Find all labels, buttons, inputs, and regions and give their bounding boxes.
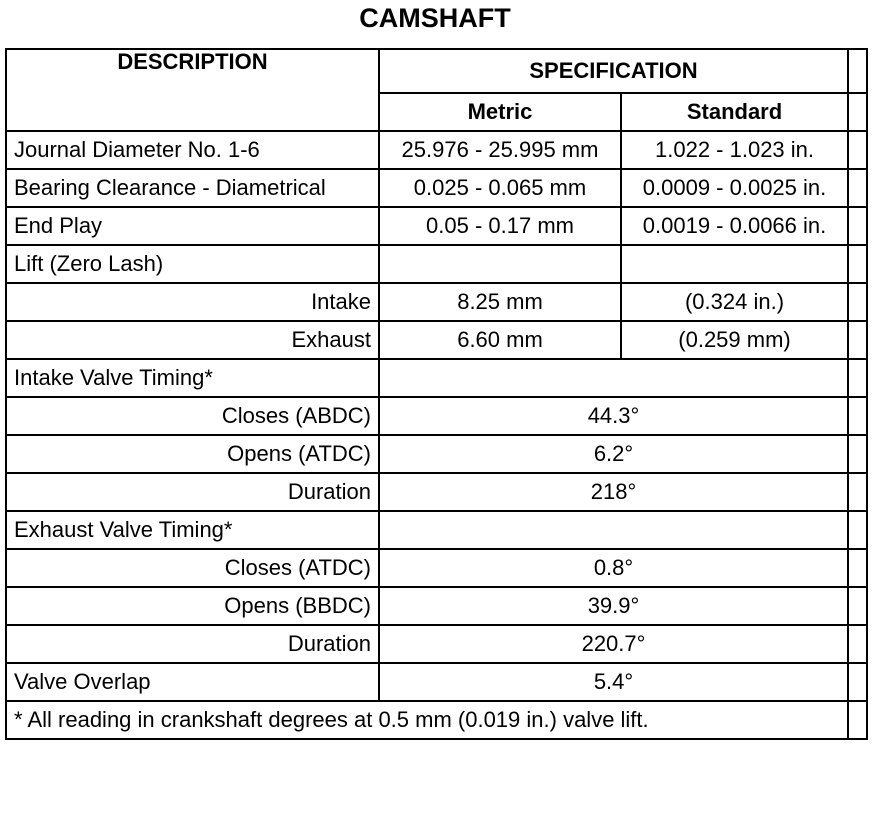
metric-value: 25.976 - 25.995 mm bbox=[379, 131, 621, 169]
spec-value: 218° bbox=[379, 473, 848, 511]
row-label: Journal Diameter No. 1-6 bbox=[6, 131, 379, 169]
metric-value: 0.05 - 0.17 mm bbox=[379, 207, 621, 245]
row-label: Exhaust bbox=[6, 321, 379, 359]
footnote: * All reading in crankshaft degrees at 0.5 mm (0.019 in.) valve lift. bbox=[6, 701, 848, 739]
right-margin-cell bbox=[848, 701, 867, 739]
page-title: CAMSHAFT bbox=[359, 3, 511, 33]
row-label: Duration bbox=[6, 625, 379, 663]
row-label: Opens (BBDC) bbox=[6, 587, 379, 625]
metric-value bbox=[379, 245, 621, 283]
right-margin-cell bbox=[848, 663, 867, 701]
right-margin-cell bbox=[848, 549, 867, 587]
right-margin-cell bbox=[848, 207, 867, 245]
right-margin-cell bbox=[848, 93, 867, 131]
right-margin-cell bbox=[848, 359, 867, 397]
standard-value bbox=[621, 245, 848, 283]
table-row bbox=[6, 549, 867, 587]
metric-value: 6.60 mm bbox=[379, 321, 621, 359]
spec-value: 5.4° bbox=[379, 663, 848, 701]
table-row bbox=[6, 131, 867, 169]
table-row bbox=[6, 169, 867, 207]
row-label: Valve Overlap bbox=[6, 663, 379, 701]
right-margin-cell bbox=[848, 283, 867, 321]
table-row bbox=[6, 245, 867, 283]
row-label: Intake bbox=[6, 283, 379, 321]
row-label: Intake Valve Timing* bbox=[6, 359, 379, 397]
table-row bbox=[6, 435, 867, 473]
camshaft-spec-table bbox=[5, 48, 868, 740]
spec-value: 0.8° bbox=[379, 549, 848, 587]
spec-value: 220.7° bbox=[379, 625, 848, 663]
standard-value: 0.0019 - 0.0066 in. bbox=[621, 207, 848, 245]
table-row bbox=[6, 321, 867, 359]
row-label: Opens (ATDC) bbox=[6, 435, 379, 473]
spec-value: 44.3° bbox=[379, 397, 848, 435]
right-margin-cell bbox=[848, 511, 867, 549]
row-label: Lift (Zero Lash) bbox=[6, 245, 379, 283]
right-margin-cell bbox=[848, 321, 867, 359]
row-label: End Play bbox=[6, 207, 379, 245]
spec-value bbox=[379, 511, 848, 549]
row-label: Exhaust Valve Timing* bbox=[6, 511, 379, 549]
specification-header: SPECIFICATION bbox=[379, 49, 848, 93]
standard-value: (0.259 mm) bbox=[621, 321, 848, 359]
spec-value: 39.9° bbox=[379, 587, 848, 625]
table-row bbox=[6, 663, 867, 701]
right-margin-cell bbox=[848, 435, 867, 473]
right-margin-cell bbox=[848, 131, 867, 169]
right-margin-cell bbox=[848, 625, 867, 663]
standard-value: 1.022 - 1.023 in. bbox=[621, 131, 848, 169]
metric-value: 8.25 mm bbox=[379, 283, 621, 321]
table-row bbox=[6, 207, 867, 245]
standard-value: 0.0009 - 0.0025 in. bbox=[621, 169, 848, 207]
metric-value: 0.025 - 0.065 mm bbox=[379, 169, 621, 207]
row-label: Closes (ATDC) bbox=[6, 549, 379, 587]
row-label: Closes (ABDC) bbox=[6, 397, 379, 435]
table-row bbox=[6, 587, 867, 625]
right-margin-cell bbox=[848, 169, 867, 207]
standard-value: (0.324 in.) bbox=[621, 283, 848, 321]
standard-header: Standard bbox=[621, 93, 848, 131]
right-margin-cell bbox=[848, 587, 867, 625]
description-header: DESCRIPTION bbox=[6, 49, 379, 131]
header-row bbox=[6, 49, 867, 93]
spec-value bbox=[379, 359, 848, 397]
table-row bbox=[6, 473, 867, 511]
right-margin-cell bbox=[848, 473, 867, 511]
right-margin-cell bbox=[848, 245, 867, 283]
right-margin-cell bbox=[848, 397, 867, 435]
table-row bbox=[6, 625, 867, 663]
right-margin-cell bbox=[848, 49, 867, 93]
table-row bbox=[6, 511, 867, 549]
table-row bbox=[6, 359, 867, 397]
metric-header: Metric bbox=[379, 93, 621, 131]
row-label: Bearing Clearance - Diametrical bbox=[6, 169, 379, 207]
table-row bbox=[6, 397, 867, 435]
spec-value: 6.2° bbox=[379, 435, 848, 473]
row-label: Duration bbox=[6, 473, 379, 511]
table-row bbox=[6, 283, 867, 321]
footnote-row bbox=[6, 701, 867, 739]
